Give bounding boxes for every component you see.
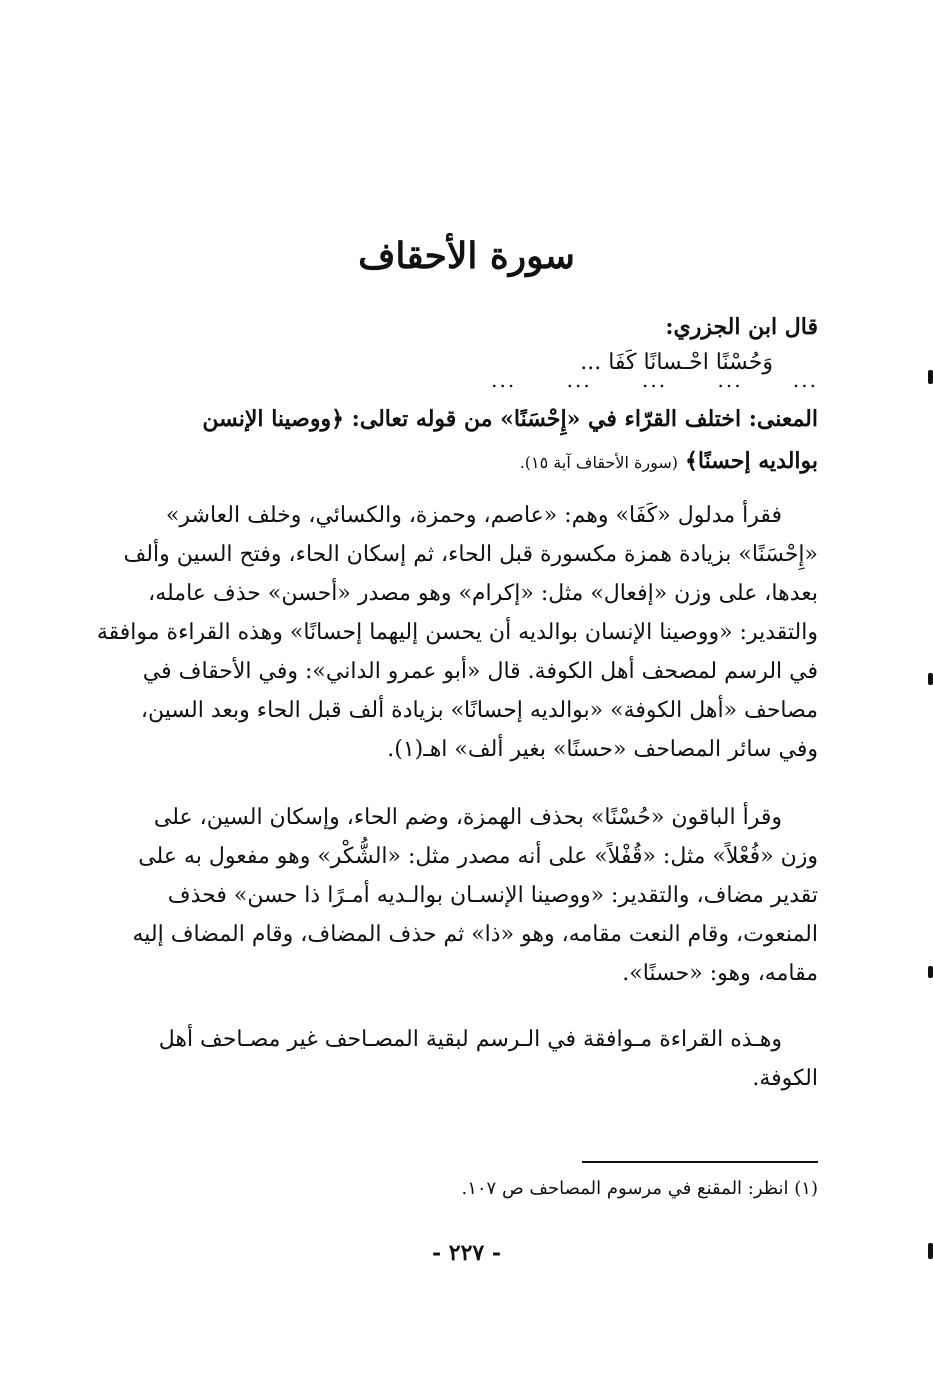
paragraph-line: وفي سائر المصاحف «حسنًا» بغير ألف» اهـ(١). <box>387 737 818 762</box>
verse-line: وَحُسْنًا احْـسانًا كَفَا ... <box>580 350 773 375</box>
paragraph-line: وقرأ الباقون «حُسْنًا» بحذف الهمزة، وضم الحاء، وإسكان السين، على <box>153 805 782 830</box>
footnote-divider <box>582 1161 818 1163</box>
page-title: سورة الأحقاف <box>358 235 575 277</box>
paragraph-line: المنعوت، وقام النعت مقامه، وهو «ذا» ثم حذف المضاف، وقام المضاف إليه <box>132 922 818 947</box>
intro-block <box>118 312 818 342</box>
paragraph-line: مصاحف «أهل الكوفة» «بوالديه إحسانًا» بزيادة ألف قبل الحاء وبعد السين، <box>140 698 818 723</box>
footnote: (١) انظر: المقنع في مرسوم المصاحف ص ١٠٧. <box>461 1178 818 1199</box>
meaning-line: المعنى: اختلف القرّاء في «إِحْسَنًا» من قوله تعالى: ﴿ووصينا الإنسن <box>202 406 818 432</box>
paragraph-rasm-note <box>118 1020 818 1098</box>
ellipsis: ... <box>566 368 592 392</box>
speaker-line: قال ابن الجزري: <box>665 314 818 340</box>
ellipsis: ... <box>792 368 818 392</box>
scan-edge-mark <box>928 673 933 685</box>
paragraph-line: بعدها، على وزن «إفعال» مثل: «إكرام» وهو مصدر «أحسن» حذف عامله، <box>148 581 818 606</box>
page-number: - ٢٢٧ - <box>431 1240 502 1266</box>
paragraph-line: وهـذه القراءة مـوافقة في الـرسم لبقية المصـاحف غير مصـاحف أهل <box>158 1027 782 1052</box>
paragraph-line: مقامه، وهو: «حسنًا». <box>622 961 818 986</box>
paragraph-line: تقدير مضاف، والتقدير: «ووصينا الإنسـان بوالـديه أمـرًا ذا حسن» فحذف <box>167 883 818 908</box>
paragraph-line: والتقدير: «ووصينا الإنسان بوالديه أن يحسن إليهما إحسانًا» وهذه القراءة موافقة <box>96 620 818 645</box>
scan-edge-mark <box>928 1243 933 1259</box>
paragraph-others-reading <box>118 798 818 993</box>
meaning-line <box>118 440 818 484</box>
paragraph-line: وزن «فُعْلاً» مثل: «قُفْلاً» على أنه مصدر مثل: «الشُّكْر» وهو مفعول به على <box>138 844 818 869</box>
meaning-paragraph <box>118 398 818 484</box>
paragraph-line: الكوفة. <box>752 1066 818 1091</box>
paragraph-line: «إِحْسَنًا» بزيادة همزة مكسورة قبل الحاء، ثم إسكان الحاء، وفتح السين وألف <box>123 542 818 567</box>
ellipsis: ... <box>642 368 668 392</box>
surah-reference: (سورة الأحقاف آية ١٥). <box>519 453 678 472</box>
scan-edge-mark <box>928 370 933 384</box>
paragraph-line: فقرأ مدلول «كَفَا» وهم: «عاصم، وحمزة، والكسائي، وخلف العاشر» <box>165 503 782 528</box>
scan-edge-mark <box>928 966 933 978</box>
paragraph-line: في الرسم لمصحف أهل الكوفة. قال «أبو عمرو الداني»: وفي الأحقاف في <box>142 659 818 684</box>
paragraph-kafa-reading <box>96 496 818 769</box>
quran-quote: بوالديه إحسنًا﴾ <box>685 448 818 474</box>
ellipsis: ... <box>717 368 743 392</box>
verse-ellipsis-row <box>118 368 818 392</box>
ellipsis: ... <box>491 368 517 392</box>
